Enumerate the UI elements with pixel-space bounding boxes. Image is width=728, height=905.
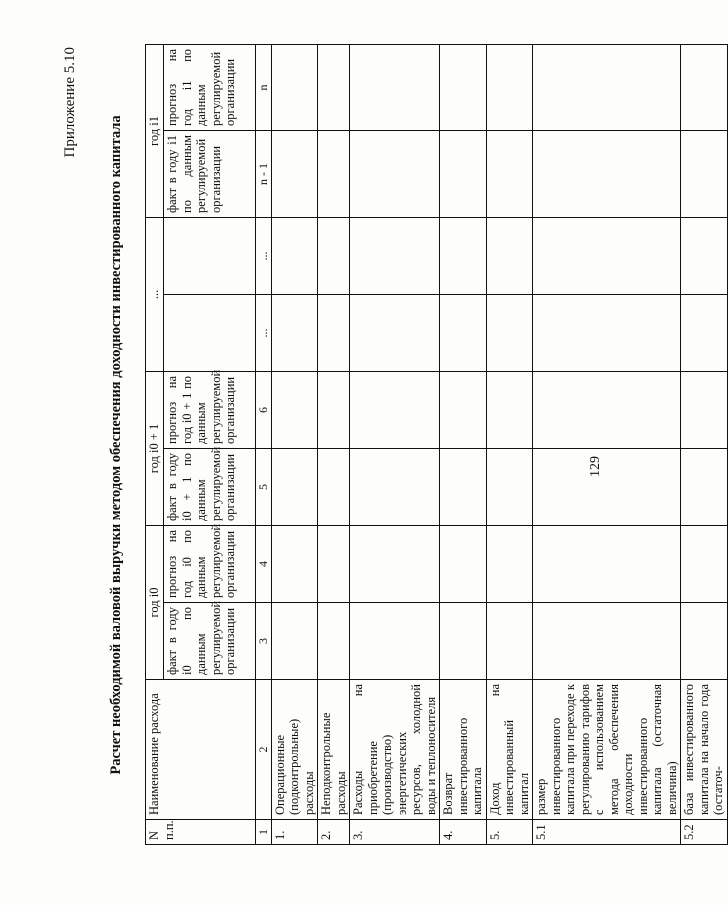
row-name: Возврат инвестированного капитала <box>440 680 487 820</box>
colnum-dots-a: ... <box>256 294 272 371</box>
page-number: 129 <box>588 456 603 477</box>
row-number: 3. <box>350 820 440 845</box>
colnum-1: 1 <box>256 820 272 845</box>
row-name: Операционные (подконтрольные) расходы <box>271 680 318 820</box>
table-row <box>440 44 487 844</box>
colnum-n-minus-1: n - 1 <box>256 130 272 217</box>
header-n: N п.п. <box>146 820 256 845</box>
header-forecast-i1: прогноз на год i1 по данным регулируемой организации <box>164 44 256 130</box>
colnum-6: 6 <box>256 371 272 448</box>
header-fact-i1: факт в году i1 по данным регулируемой организации <box>164 130 256 217</box>
colnum-2: 2 <box>256 680 272 820</box>
colnum-n: n <box>256 44 272 130</box>
row-number: 2. <box>318 820 350 845</box>
header-year-i0: год i0 <box>146 525 164 679</box>
colnum-3: 3 <box>256 603 272 680</box>
row-number: 5.2 <box>681 820 728 845</box>
document-title: Расчет необходимой валовой выручки методом обеспечения доходности инвестированного капитала <box>108 115 124 775</box>
table-row <box>486 44 533 844</box>
header-row-years <box>146 44 164 844</box>
table-row <box>318 44 350 844</box>
column-number-row <box>256 44 272 844</box>
table-row <box>271 44 318 844</box>
header-dots: ... <box>146 217 164 371</box>
header-dots-sub-b <box>164 217 256 294</box>
header-year-i1: год i1 <box>146 44 164 217</box>
colnum-4: 4 <box>256 525 272 602</box>
row-name: Расходы на приобретение (производство) энергетических ресурсов, холодной воды и теплоносителя <box>350 680 440 820</box>
header-year-i0-1: год i0 + 1 <box>146 371 164 525</box>
header-fact-i0: факт в году i0 по данным регулируемой организации <box>164 603 256 680</box>
table-row <box>681 44 728 844</box>
colnum-5: 5 <box>256 448 272 525</box>
rotated-page <box>60 45 725 845</box>
header-fact-i0-1: факт в году i0 + 1 по данным регулируемой организации <box>164 448 256 525</box>
row-number: 5. <box>486 820 533 845</box>
table-row <box>533 44 681 844</box>
row-number: 5.1 <box>533 820 681 845</box>
header-name: Наименование расхода <box>146 680 256 820</box>
row-number: 4. <box>440 820 487 845</box>
table-row <box>350 44 440 844</box>
row-name: Неподконтрольные расходы <box>318 680 350 820</box>
row-name: Доход на инвестированный капитал <box>486 680 533 820</box>
colnum-dots-b: ... <box>256 217 272 294</box>
row-name: база инвестированного капитала на начало года (остаточ- <box>681 680 728 820</box>
appendix-label: Приложение 5.10 <box>62 47 78 158</box>
revenue-table <box>145 44 728 845</box>
row-name: размер инвестированного капитала при переходе к регулированию тарифов с использованием метода обеспечения доходности инвестированного капитала (остаточная величина) <box>533 680 681 820</box>
header-dots-sub-a <box>164 294 256 371</box>
row-number: 1. <box>271 820 318 845</box>
header-forecast-i0: прогноз на год i0 по данным регулируемой организации <box>164 525 256 602</box>
header-forecast-i0-1: прогноз на год i0 + 1 по данным регулируемой организации <box>164 371 256 448</box>
